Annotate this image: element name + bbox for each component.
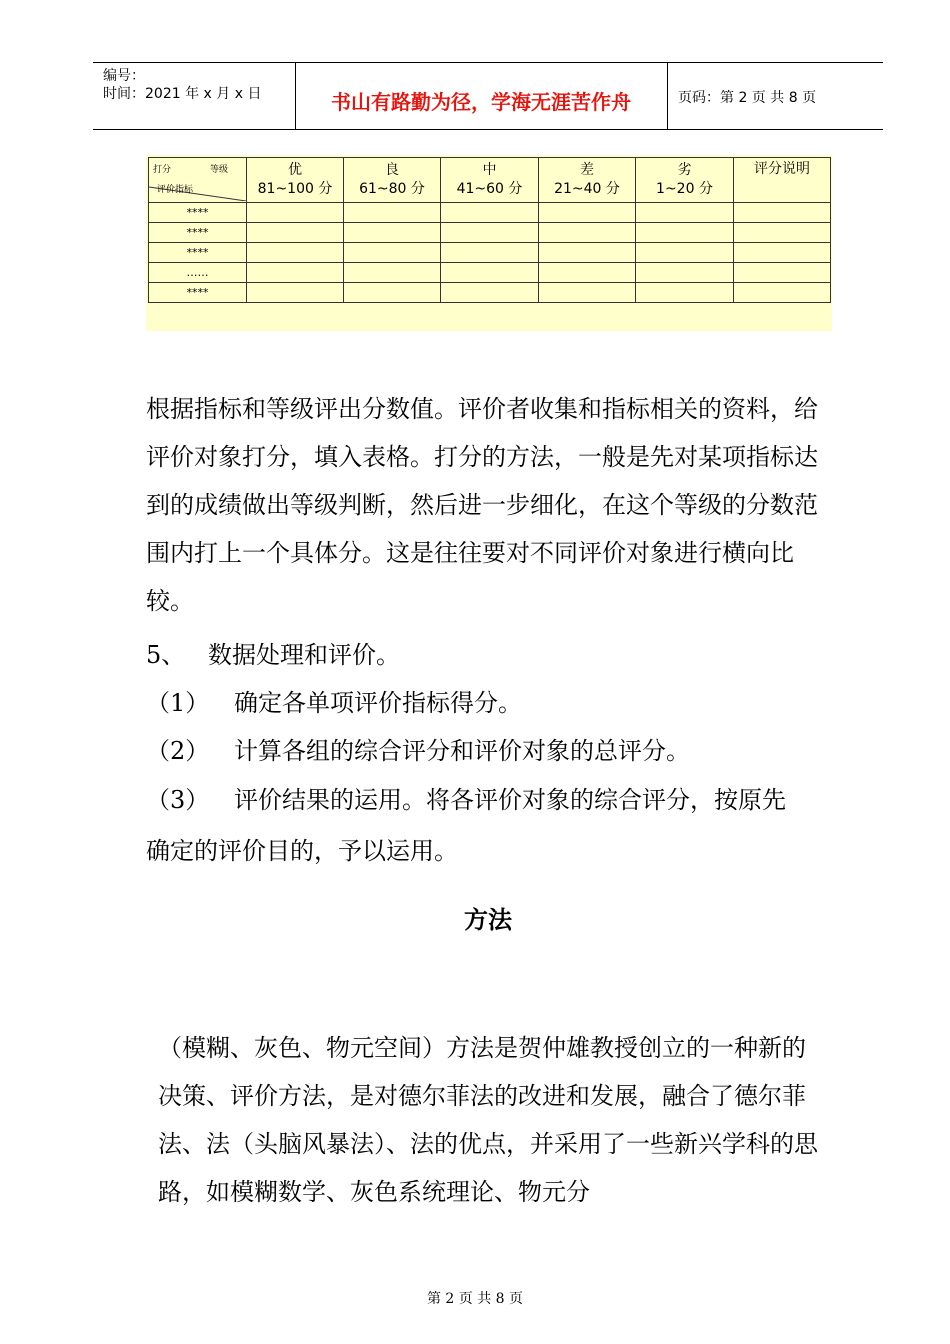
evaluation-table [148,157,831,303]
corner-indicator-label: 评价指标 [157,185,194,195]
table-row: **** [149,283,831,303]
doc-time-label: 时间：2021 年 x 月 x 日 [103,86,262,102]
list-item-continuation: 确定的评价目的，予以运用。 [146,837,458,865]
corner-cell [149,158,247,203]
section-heading: 方法 [464,905,512,934]
page-footer: 第 2 页 共 8 页 [426,1291,524,1307]
header-divider-2 [667,63,668,130]
col-header-poor: 差 21~40 分 [539,158,636,203]
page-indicator: 页码：第 2 页 共 8 页 [678,90,817,106]
header-motto: 书山有路勤为径，学海无涯苦作舟 [331,90,631,114]
col-header-excellent: 优 81~100 分 [247,158,344,203]
corner-score-label: 打分 [153,165,172,175]
list-item: （1） 确定各单项评价指标得分。 [146,689,522,717]
table-row: **** [149,223,831,243]
col-header-medium: 中 41~60 分 [441,158,539,203]
list-item: （3） 评价结果的运用。将各评价对象的综合评分，按原先 [146,786,786,814]
scoring-paragraph: 根据指标和等级评出分数值。评价者收集和指标相关的资料，给评价对象打分，填入表格。打分的方法，一般是先对某项指标达到的成绩做出等级判断，然后进一步细化，在这个等级的分数范围内打上一个具体分。这是往往要对不同评价对象进行横向比较。 [146,395,818,615]
table-row: **** [149,203,831,223]
col-header-notes: 评分说明 [734,158,831,203]
list-item: 5、 数据处理和评价。 [146,641,400,669]
table-row: **** [149,243,831,263]
header-top-rule [93,62,883,63]
doc-code-label: 编号： [103,68,145,84]
list-item: （2） 计算各组的综合评分和评价对象的总评分。 [146,737,690,765]
table-row: …… [149,263,831,283]
table-header-row [149,158,831,203]
corner-grade-label: 等级 [209,165,228,175]
col-header-bad: 劣 1~20 分 [636,158,734,203]
evaluation-table-panel [146,155,832,331]
header-bottom-rule [93,129,883,130]
method-paragraph: （模糊、灰色、物元空间）方法是贺仲雄教授创立的一种新的决策、评价方法，是对德尔菲法的改进和发展，融合了德尔菲法、法（头脑风暴法）、法的优点，并采用了一些新兴学科的思路，如模糊数学、灰色系统理论、物元分 [158,1034,818,1206]
col-header-good: 良 61~80 分 [344,158,441,203]
